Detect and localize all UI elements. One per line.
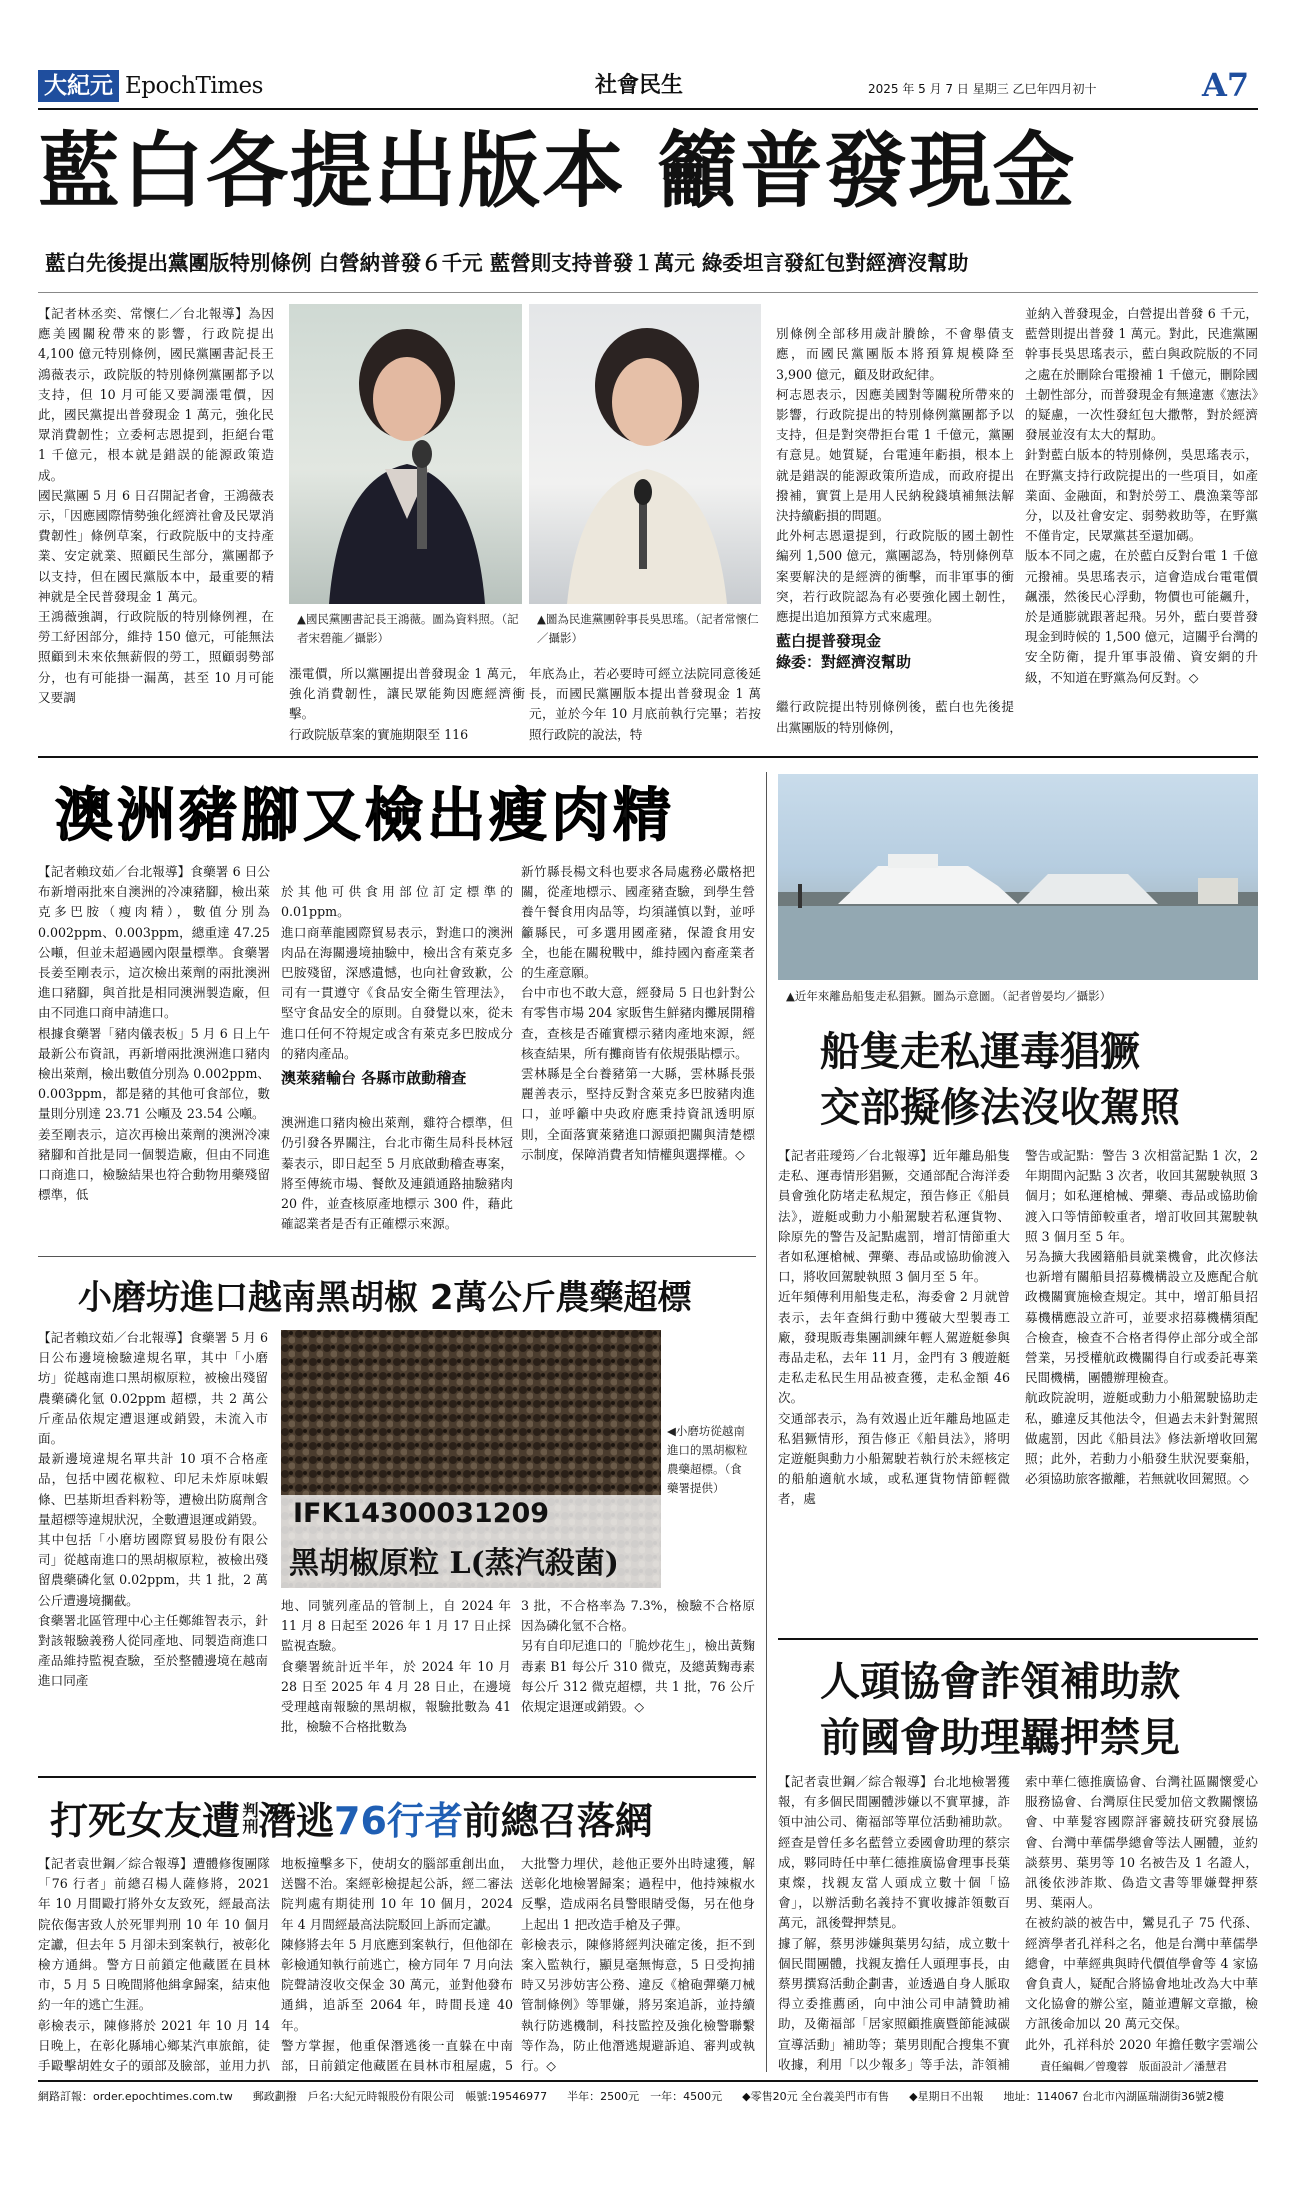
logo-english: EpochTimes [125, 73, 263, 99]
photo-yachts-harbor [778, 774, 1258, 980]
rule-a5-bottom [778, 1638, 1258, 1640]
footer-sunday-notice: ◆星期日不出報 [909, 2090, 984, 2103]
a5-col2: 警告或記點：警告 3 次相當記點 1 次，2 年期間內記點 3 次者，收回其駕駛執照 3 個月；如私運槍械、彈藥、毒品或協助偷渡入口等情節較重者，增訂收回其駕駛執照 3 個月至 5 年。 另為擴大我國籍船員就業機會，此次修法也新增有關船員招募機構設立及應配合航政機關實施檢查規定。其中，增訂船員招募機構應設立許可，並要求招募機構須配合檢查，檢查不合格者得停止部分或全部營業，另授權航政機關得自行或委託專業民間機構，團體辦理檢查。 航政院說明，遊艇或動力小船駕駛協助走私，雖違反其他法令，但過去未針對駕照做處罰，因此《船員法》修法新增收回駕照；此外，若動力小船發生狀況要棄船，必須協助旅客撤離，若無就收回駕照。◇ [1025, 1148, 1258, 1487]
a2-col2 [281, 862, 513, 1242]
issue-date: 2025 年 5 月 7 日 星期三 乙巳年四月初十 [868, 82, 1097, 96]
editor-credit: 責任編輯／曾瓊蓉 版面設計／潘慧君 [1040, 2060, 1227, 2073]
headline-a4-part3: 前總召落網 [462, 1799, 653, 1843]
subhead-a2-inspection: 澳萊豬輸台 各縣市啟動稽查 [281, 1069, 467, 1088]
caption-a1-photo1: ▲國民黨團書記長王鴻薇。圖為資料照。（記者宋碧龍／攝影） [297, 612, 519, 645]
rule-a3-bottom [38, 1776, 756, 1778]
a1-col4 [776, 304, 1014, 744]
footer-web-subscribe[interactable]: 網路訂報：order.epochtimes.com.tw [38, 2090, 233, 2103]
a4-col3: 大批警力埋伏，趁他正要外出時逮獲，解送彰化地檢署歸案；過程中，他持辣椒水反擊，造成兩名員警眼睛受傷，另在他身上起出 1 把改造手槍及子彈。 彰檢表示，陳修將經判決確定後，拒不到案入監執行，顯見毫無悔意，5 日受拘捕時又另涉妨害公務、違反《槍砲彈藥刀械管制條例》等罪嫌，將另案追訴，並持續執行防逃機制，科技監控及強化檢警聯繫等作為，防止他潛逃規避訴追、審判或執行。◇ [521, 1856, 755, 2074]
headline-a1: 藍白各提出版本 籲普發現金 [38, 124, 1077, 219]
a5-col1: 【記者莊璦筠／台北報導】近年離島船隻走私、運毒情形猖獗，交通部配合海洋委員會強化防堵走私規定，預告修正《船員法》，遊艇或動力小船駕駛若私運貨物、除原先的警告及記點處罰，增訂情節重大者如私運槍械、彈藥、毒品或協助偷渡入口，將收回駕駛執照 3 個月至 5 年。 近年頻傳利用船隻走私，海委會 2 月就曾表示，去年查緝行動中獲破大型製毒工廠，發現販毒集團訓練年輕人駕遊艇參與毒品走私，去年 11 月，金門有 3 艘遊艇走私走私民生用品被查獲，走私金額 46 次。 交通部表示，為有效遏止近年離島地區走私猖獗情形，預告修正《船員法》，將明定遊艇與動力小船駕駛若執行於未經核定的船舶適航水域，或私運貨物情節輕微者，處 [778, 1148, 1010, 1507]
headline-a6-line1: 人頭協會詐領補助款 [820, 1659, 1180, 1705]
header-rule [38, 108, 1258, 110]
headline-a4-highlight: 76行者 [334, 1799, 463, 1843]
headline-a6-line2: 前國會助理羈押禁見 [820, 1715, 1180, 1761]
headline-a4-small: 判刑 [240, 1801, 260, 1834]
caption-a3: ◀小磨坊從越南進口的黑胡椒粒農藥超標。（食藥署提供） [667, 1424, 748, 1495]
bag-product-label: 黑胡椒原粒 L(蒸汽殺菌) [289, 1546, 619, 1581]
subhead-a1-stimulus: 藍白提普發現金 綠委：對經濟沒幫助 [776, 632, 912, 672]
headline-a3: 小磨坊進口越南黑胡椒 2萬公斤農藥超標 [78, 1278, 692, 1318]
photo-wang-hongwei [289, 304, 522, 604]
headline-a5-line2: 交部擬修法沒收駕照 [820, 1085, 1180, 1131]
a1-col4-text: 別條例全部移用歲計賸餘，不會舉債支應，而國民黨團版本將預算規模降至 3,900 億元，顧及財政紀律。 柯志恩表示，因應美國對等關稅所帶來的影響，行政院提出的特別條例黨團都予以支持，但是對突帶拒台電 1 千億元，黨團有意見。她質疑，台電連年虧損，根本上就是錯誤的能源政策所造成，而政府提出撥補，實質上是用人民納稅錢填補無法解決持續虧損的問題。 此外柯志恩還提到，行政院版的國土韌性編列 1,500 億元，黨團認為，特別條例草案要解決的是經濟的衝擊，而非軍事的衝突，若行政院認為有必要強化國土韌性，應提出追加預算方式來處理。 [776, 326, 1014, 625]
a6-col2: 索中華仁德推廣協會、台灣社區關懷愛心服務協會、台灣原住民愛加倍文教關懷協會、中華髮容國際評審競技研究發展協會、台灣中華儒學總會等法人團體，並約談蔡男、葉男等 10 名被告及 1 名證人，訊後依涉詐欺、偽造文書等罪嫌聲押蔡男、葉兩人。 在被約談的被告中，鸞見孔子 75 代孫、經濟學者孔祥科之名，他是台灣中華儒學總會，中華經典與時代價值學會等 4 家協會負責人，疑配合將協會地址改為大中華文化協會的辦公室，隨並遭解文章撤，檢方訊後命加以 20 萬元交保。 此外，孔祥科於 2020 年擔任數字雲端公 [1025, 1774, 1258, 2052]
caption-a1-photo2: ▲圖為民進黨團幹事長吳思瑤。（記者常懷仁／攝影） [537, 612, 759, 645]
page-number: A7 [1202, 66, 1250, 104]
footer-address: 地址：114067 台北市內湖區瑞湖街36號2樓 [1003, 2090, 1225, 2103]
bag-barcode-text: IFK14300031209 [293, 1498, 550, 1529]
subhead-a1: 藍白先後提出黨團版特別條例 白營納普發６千元 藍營則支持普發１萬元 綠委坦言發紅包對經濟沒幫助 [45, 251, 969, 275]
a2-col3: 新竹縣長楊文科也要求各局處務必嚴格把關，從產地標示、國產豬查驗，到學生營養午餐食用肉品等，均須謹慎以對，並呼籲縣民，可多選用國產豬，保證食用安全，也能在關稅戰中，維持國內畜產業者的生產意願。 台中市也不敢大意，經發局 5 日也針對公有零售市場 204 家販售生鮮豬肉攤展開稽查，查核是否確實標示豬肉產地來源，經核查結果，所有攤商皆有依規張貼標示。 雲林縣是全台養豬第一大縣，雲林縣長張麗善表示，堅持反對含萊克多巴胺豬肉進口，並呼籲中央政府應秉持資訊透明原則，全面落實萊豬進口源頭把關與清楚標示制度，保障消費者知情權與選擇權。◇ [521, 864, 755, 1162]
person-illustration-2 [529, 304, 761, 604]
caption-a5: ▲近年來離島船隻走私猖獗。圖為示意圖。（記者曾晏均／攝影） [786, 989, 1112, 1003]
photo-wu-siyao [529, 304, 761, 604]
a1-col1: 【記者林丞奕、常懷仁／台北報導】為因應美國關稅帶來的影響，行政院提出 4,100 億元特別條例，國民黨團書記長王鴻薇表示，政院版的特別條例黨團都予以支持，但 10 月可能又要調漲電價，因此，國民黨提出普發現金 1 萬元，強化民眾消費韌性；立委柯志恩提到，拒絕台電 1 千億元，根本就是錯誤的能源政策造成。 國民黨團 5 月 6 日召開記者會，王鴻薇表示，「因應國際情勢強化經濟社會及民眾消費韌性」條例草案，行政院版中的支持產業、安定就業、照顧民生部分，黨團都予以支持，但在國民黨版本中，最重要的精神就是全民普發現金 1 萬元。 王鴻薇強調，行政院版的特別條例裡，在勞工紓困部分，維持 150 億元，可能無法照顧到未來依無薪假的勞工，照顧弱勢部分，也有可能掛一漏萬，甚至 10 月可能又要調 [38, 306, 274, 705]
rule-a1-top [38, 292, 1258, 293]
logo-chinese: 大紀元 [38, 70, 119, 102]
masthead-logo [38, 70, 263, 102]
headline-a5-line1: 船隻走私運毒猖獗 [820, 1029, 1140, 1075]
a6-col1: 【記者袁世鋼／綜合報導】台北地檢署獲報，有多個民間團體涉嫌以不實單據，詐領中油公司、衛福部等單位活動補助款。經查是曾任多名藍營立委國會助理的蔡宗成，夥同時任中華仁德推廣協會理事長葉東燦，找親友當人頭成立數十個「協會」，以辦活動名義持不實收據詐領數百萬元，訊後聲押禁見。 據了解，蔡男涉嫌與葉男勾結，成立數十個民間團體，找親友擔任人頭理事長，由蔡男撰寫活動企劃書，並透過自身人脈取得立委推薦函，向中油公司申請贊助補助，及衛福部「居家照顧推廣暨節能減碳宣導活動」補助等；葉男則配合搜集不實收據，利用「以少報多」等手法，詐領補 [778, 1774, 1010, 2072]
rule-a2-bottom [38, 1256, 756, 1257]
a1-col3: 年底為止，若必要時可經立法院同意後延長，而國民黨團版本提出普發現金 1 萬元，並於今年 10 月底前執行完畢；若按照行政院的說法，特 [529, 666, 761, 742]
harbor-illustration [778, 774, 1258, 980]
footer-price: 半年：2500元 一年：4500元 [567, 2090, 723, 2103]
a1-col2: 漲電價，所以黨團提出普發現金 1 萬元，強化消費韌性，讓民眾能夠因應經濟衝擊。 行政院版草案的實施期限至 116 [289, 666, 525, 742]
footer-retail: ◆零售20元 全台義美門市有售 [742, 2090, 890, 2103]
headline-a4-part2: 潛逃 [258, 1799, 335, 1843]
vrule-middle [766, 772, 767, 2072]
a4-col1: 【記者袁世鋼／綜合報導】遭體修復團隊「76 行者」前總召楊人薩修將，2021 年 10 月間毆打將外女友致死，經最高法院依傷害致人於死罪判刑 10 年 10 個月定讞，但去年 5 月卻未到案執行，被彰化檢方通緝。警方日前鎖定他藏匿在員林市，5 月 5 日晚間將他緝拿歸案，結束他約一年的逃亡生涯。 彰檢表示，陳修將於 2021 年 10 月 14 日晚上，在彰化縣埔心鄉某汽車旅館，徒手毆擊胡姓女子的頭部及臉部，並用力扒 [38, 1856, 270, 2074]
a4-col2: 地板撞擊多下，使胡女的腦部重創出血，送醫不治。案經彰檢提起公訴，經二審法院判處有期徒刑 10 年 10 個月，2024 年 4 月間經最高法院駁回上訴而定讞。 陳修將去年 5 月底應到案執行，但他卻在彰檢通知執行前逃亡，檢方同年 7 月向法院聲請沒收交保金 30 萬元，並對他發布通緝，追訴至 2064 年，時間長達 40 年。 警方掌握，他重保潛逃後一直躲在中南部，日前鎖定他藏匿在員林市租屋處，5 [281, 1856, 513, 2074]
a3-col3: 3 批，不合格率為 7.3%，檢驗不合格原因為磷化氫不合格。 另有自印尼進口的「脆炒花生」，檢出黃麴毒素 B1 每公斤 310 微克，及總黃麴毒素每公斤 312 微克超標，共 1 批，76 公斤依規定退運或銷毀。◇ [521, 1598, 755, 1715]
footer-postal-transfer: 郵政劃撥 戶名:大紀元時報股份有限公司 帳號:19546977 [252, 2090, 548, 2103]
a2-col2-continued: 澳洲進口豬肉檢出萊劑，雞符合標準，但仍引發各界關注，台北市衛生局科長林冠蓁表示，即日起至 5 月底啟動稽查專案，將至傳統市場、餐飲及連鎖通路抽驗豬肉 20 件，並查核原產地標示 300 件，藉此確認業者是否有正確標示來源。 [281, 1115, 513, 1232]
a2-col2-text: 於其他可供食用部位訂定標準的 0.01ppm。 進口商華龍國際貿易表示，對進口的澳洲肉品在海關邊境抽驗中，檢出含有萊克多巴胺殘留，深感遺憾，也向社會致歉，公司有一貫遵守《食品安全衛生管理法》，堅守食品安全的原則。自發覺以來，從未進口任何不符規定或含有萊克多巴胺成分的豬肉產品。 [281, 884, 513, 1061]
section-title: 社會民生 [595, 73, 684, 98]
a1-col4-continued: 繼行政院提出特別條例後，藍白也先後提出黨團版的特別條例， [776, 699, 1014, 735]
headline-a4 [50, 1790, 653, 1845]
footer-rule [38, 2080, 1258, 2082]
rule-a1-bottom [38, 756, 1258, 758]
a1-col5: 並納入普發現金，白營提出普發 6 千元，藍營則提出普發 1 萬元。對此，民進黨團幹事長吳思瑤表示，藍白與政院版的不同之處在於刪除台電撥補 1 千億元，刪除國土韌性部分，而普發現金有無違憲《憲法》的疑慮，一次性發紅包大撒幣，對於經濟發展並沒有太大的幫助。 針對藍白版本的特別條例，吳思瑤表示，在野黨支持行政院提出的一些項目，如產業面、金融面，和對於勞工、農漁業等部分，以及社會安定、弱勢救助等，在野黨不僅肯定，民眾黨甚至還加碼。 版本不同之處，在於藍白反對台電 1 千億元撥補。吳思瑤表示，這會造成台電電價飆漲，然後民心浮動，物價也可能飆升，於是通膨就跟著起飛。另外，藍白要普發現金到時候的 1,500 億元，這關乎台灣的安全防衛，提升軍事設備、資安網的升級，不知道在野黨為何反對。◇ [1025, 306, 1258, 685]
headline-a4-part1: 打死女友遭 [50, 1799, 241, 1843]
footer [38, 2088, 1258, 2104]
a3-col1: 【記者賴玟茹／台北報導】食藥署 5 月 6 日公布邊境檢驗違規名單，其中「小磨坊」從越南進口黑胡椒原粒，被檢出殘留農藥磷化氫 0.02ppm 超標，共 2 萬公斤產品依規定遭退運或銷毀，未流入市面。 最新邊境違規名單共計 10 項不合格產品，包括中國花椒粒、印尼未炸原味蝦條、巴基斯坦香料粉等，遭檢出防腐劑含量超標等違規狀況，全數遭退運或銷毀。 其中包括「小磨坊國際貿易股份有限公司」從越南進口的黑胡椒原粒，被檢出殘留農藥磷化氫 0.02ppm，共 1 批，2 萬公斤遭邊境攔截。 食藥署北區管理中心主任鄭維智表示，針對該報驗義務人從同產地、同製造商進口產品維持監視查驗，至於整體邊境在越南進口同產 [38, 1330, 268, 1689]
a2-col1: 【記者賴玟茹／台北報導】食藥署 6 日公布新增兩批來自澳洲的冷凍豬腳，檢出萊克多巴胺（瘦肉精），數值分別為 0.002ppm、0.003ppm，總重達 47.25 公噸，但並未超過國內限量標準。食藥署長姜至剛表示，這次檢出萊劑的兩批澳洲進口豬腳，與首批是相同澳洲製造廠，但由不同進口商申請進口。 根據食藥署「豬肉儀表板」5 月 6 日上午最新公布資訊，再新增兩批澳洲進口豬肉檢出萊劑，檢出數值分別為 0.002ppm、0.003ppm，都是豬的其他可食部位，數量則分別達 23.71 公噸及 23.54 公噸。 姜至剛表示，這次再檢出萊劑的澳洲冷凍豬腳和首批是同一個製造廠，但由不同進口商進口，檢驗結果也符合動物用藥殘留標準，低 [38, 864, 270, 1203]
a3-col2: 地、同號列產品的管制上，自 2024 年 11 月 8 日起至 2026 年 1 月 17 日止採監視查驗。 食藥署統計近半年，於 2024 年 10 月 28 日至 2025 年 4 月 28 日止，在邊境受理越南報驗的黑胡椒，報驗批數為 41 批，檢驗不合格批數為 [281, 1598, 511, 1735]
headline-a2: 澳洲豬腳又檢出瘦肉精 [55, 781, 676, 849]
person-illustration-1 [289, 304, 522, 604]
photo-black-pepper-bag [281, 1330, 661, 1588]
